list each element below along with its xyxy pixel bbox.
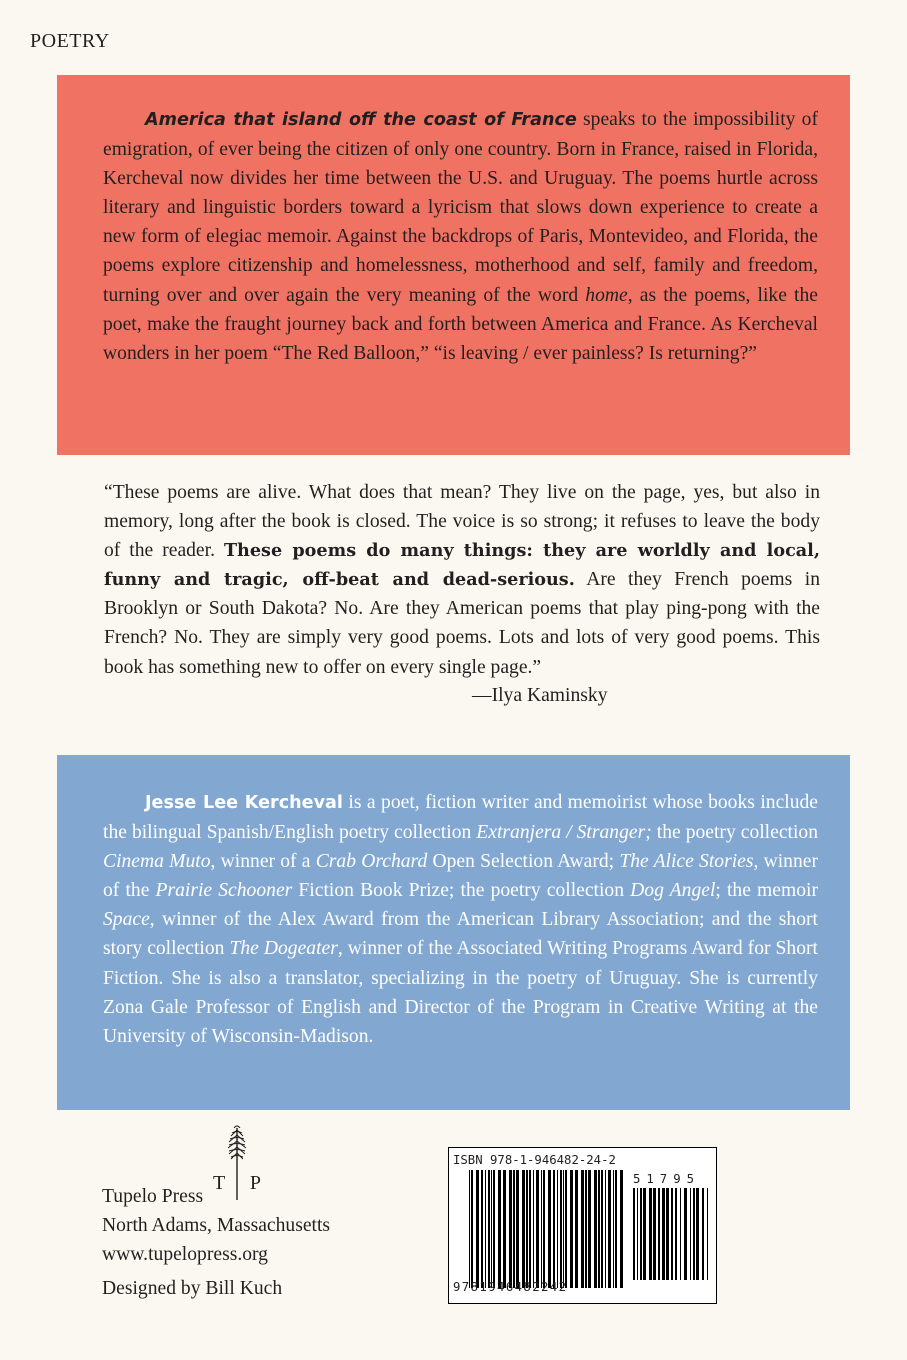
description-body-1: speaks to the impossibility of emigration, of ever being the citizen of only one country. Born in France, raised in Florida, Kercheval now divides her time between the U.S. and Uruguay. The poems hurtle across literary and linguistic borders toward a lyricism that slows down experience to create a new form of elegiac memoir. Against the backdrops of Paris, Montevideo, and Florida, the poems explore citizenship and homelessness, motherhood and self, family and freedom, turning over and over again the very meaning of the word <box>103 109 818 306</box>
barcode-bar <box>469 1170 470 1288</box>
barcode-bar <box>529 1170 531 1288</box>
bio-book-title: Cinema Muto <box>103 851 211 873</box>
barcode-bar <box>581 1170 584 1288</box>
barcode-bar <box>640 1188 642 1280</box>
barcode-bar <box>563 1170 564 1288</box>
bio-seg: the poetry collection <box>651 822 819 844</box>
barcode-bar <box>693 1188 695 1280</box>
bio-seg: is a poet, fiction writer and memoirist whose books include the bilingual Spanish/English poetry collection <box>103 792 819 844</box>
barcode-bar <box>684 1188 687 1280</box>
bio-book-title: Crab Orchard <box>315 851 428 873</box>
barcode-bar <box>675 1188 677 1280</box>
blurb-attribution: —Ilya Kaminsky <box>472 684 608 706</box>
barcode-bar <box>503 1170 506 1288</box>
bio-seg: Open Selection Award; <box>427 851 620 873</box>
bio-book-title: Prairie Schooner <box>155 880 293 902</box>
publisher-website[interactable]: www.tupelopress.org <box>102 1244 268 1265</box>
barcode-bar <box>605 1170 606 1288</box>
barcode-bar <box>649 1188 652 1280</box>
barcode-bar <box>526 1170 528 1288</box>
barcode-bar <box>594 1170 597 1288</box>
barcode-bar <box>671 1188 673 1280</box>
barcode-bar <box>643 1188 646 1280</box>
barcode-bar <box>598 1170 600 1288</box>
bio-seg: , winner of the Alex Award from the American Library Association; and the short story collection <box>103 909 818 960</box>
genre-label: POETRY <box>30 30 110 52</box>
blurb-bold: These poems do many things: they are worldly and local, funny and tragic, off-beat and dead-serious. <box>104 540 820 591</box>
barcode-bar <box>491 1170 492 1288</box>
barcode-bar <box>481 1170 483 1288</box>
publisher-location: North Adams, Massachusetts <box>102 1215 331 1236</box>
barcode-bar <box>666 1188 669 1280</box>
barcode-bar <box>615 1170 617 1288</box>
publisher-info <box>102 1182 330 1269</box>
bio-book-title: Dog Angel <box>630 880 716 902</box>
barcode-bar <box>696 1188 699 1280</box>
barcode-bar <box>476 1170 479 1288</box>
barcode-bar <box>498 1170 501 1288</box>
barcode-bar <box>653 1188 656 1280</box>
barcode-bar <box>533 1170 534 1288</box>
bio-seg: , winner of the <box>103 851 818 902</box>
barcode-bar <box>522 1170 525 1288</box>
bio-book-title: Extranjera / Stranger; <box>476 822 652 844</box>
barcode-bar <box>541 1170 542 1288</box>
description-body-2: , as the poems, like the poet, make the fraught journey back and forth between America and France. As Kercheval wonders in her poem “The Red Balloon,” “is leaving / ever painless? Is returning?” <box>103 284 818 364</box>
description-italic-word: home <box>585 284 628 306</box>
barcode-bar <box>536 1170 539 1288</box>
author-name: Jesse Lee Kercheval <box>145 793 343 813</box>
barcode-bar <box>702 1188 704 1280</box>
barcode-bar <box>516 1170 519 1288</box>
barcode-box <box>448 1147 717 1304</box>
blurb-part-2: Are they French poems in Brooklyn or South Dakota? No. Are they American poems that play ping-pong with the French? No. They are simply very good poems. Lots and lots of very good poems. This book has something new to offer on every single page.” <box>104 569 820 678</box>
blurb-text <box>104 478 820 682</box>
barcode-bar <box>601 1170 603 1288</box>
addon-number: 51795 <box>633 1172 701 1186</box>
book-title: America that island off the coast of France <box>145 110 577 130</box>
barcode-bar <box>662 1188 665 1280</box>
bio-book-title: The Alice Stories <box>619 851 754 873</box>
barcode-bar <box>585 1170 587 1288</box>
bio-text <box>103 788 818 1051</box>
logo-letters: TP <box>213 1172 261 1194</box>
blurb-part-1: “These poems are alive. What does that mean? They live on the page, yes, but also in memory, long after the book is closed. The voice is so strong; it refuses to leave the body of the reader. <box>104 482 820 562</box>
barcode-bar <box>707 1188 708 1280</box>
barcode-bar <box>543 1170 545 1288</box>
bio-book-title: The Dogeater <box>229 938 338 960</box>
barcode-bar <box>575 1170 578 1288</box>
barcode-bar <box>608 1170 611 1288</box>
designer-credit: Designed by Bill Kuch <box>102 1278 283 1299</box>
barcode-bar <box>570 1170 573 1288</box>
isbn-label: ISBN 978-1-946482-24-2 <box>453 1153 616 1167</box>
barcode-bar <box>690 1188 691 1280</box>
barcode-bar <box>658 1188 660 1280</box>
description-panel <box>57 75 850 455</box>
bio-seg: , winner of a <box>210 851 316 873</box>
barcode-bar <box>620 1170 623 1288</box>
barcode-bar <box>633 1188 635 1280</box>
barcode-bar <box>637 1188 638 1280</box>
bio-seg: Fiction Book Prize; the poetry collection <box>292 880 631 902</box>
description-text <box>103 105 818 368</box>
barcode-bar <box>565 1170 567 1288</box>
barcode-bar <box>488 1170 490 1288</box>
barcode-bar <box>485 1170 486 1288</box>
barcode-bar <box>493 1170 495 1288</box>
barcode-bar <box>513 1170 515 1288</box>
barcode-bar <box>509 1170 512 1288</box>
publisher-name: Tupelo Press <box>102 1186 204 1207</box>
barcode-bar <box>471 1170 473 1288</box>
bio-panel <box>57 755 850 1110</box>
bio-seg: , winner of the Associated Writing Programs Award for Short Fiction. She is also a translator, specializing in the poetry of Uruguay. She is currently Zona Gale Professor of English and Director of the Program in Creative Writing at the University of Wisconsin-Madison. <box>103 938 818 1047</box>
barcode-bar <box>553 1170 555 1288</box>
bio-seg: ; the memoir <box>715 880 818 902</box>
barcode-bar <box>680 1188 681 1280</box>
barcode-bar <box>588 1170 591 1288</box>
barcode-bar <box>557 1170 558 1288</box>
barcode-bar <box>613 1170 614 1288</box>
bio-book-title: Space <box>103 909 150 931</box>
ean-number: 9781946482242 <box>453 1280 568 1294</box>
barcode-bar <box>560 1170 562 1288</box>
barcode-bar <box>548 1170 551 1288</box>
blurb-section <box>104 478 820 707</box>
